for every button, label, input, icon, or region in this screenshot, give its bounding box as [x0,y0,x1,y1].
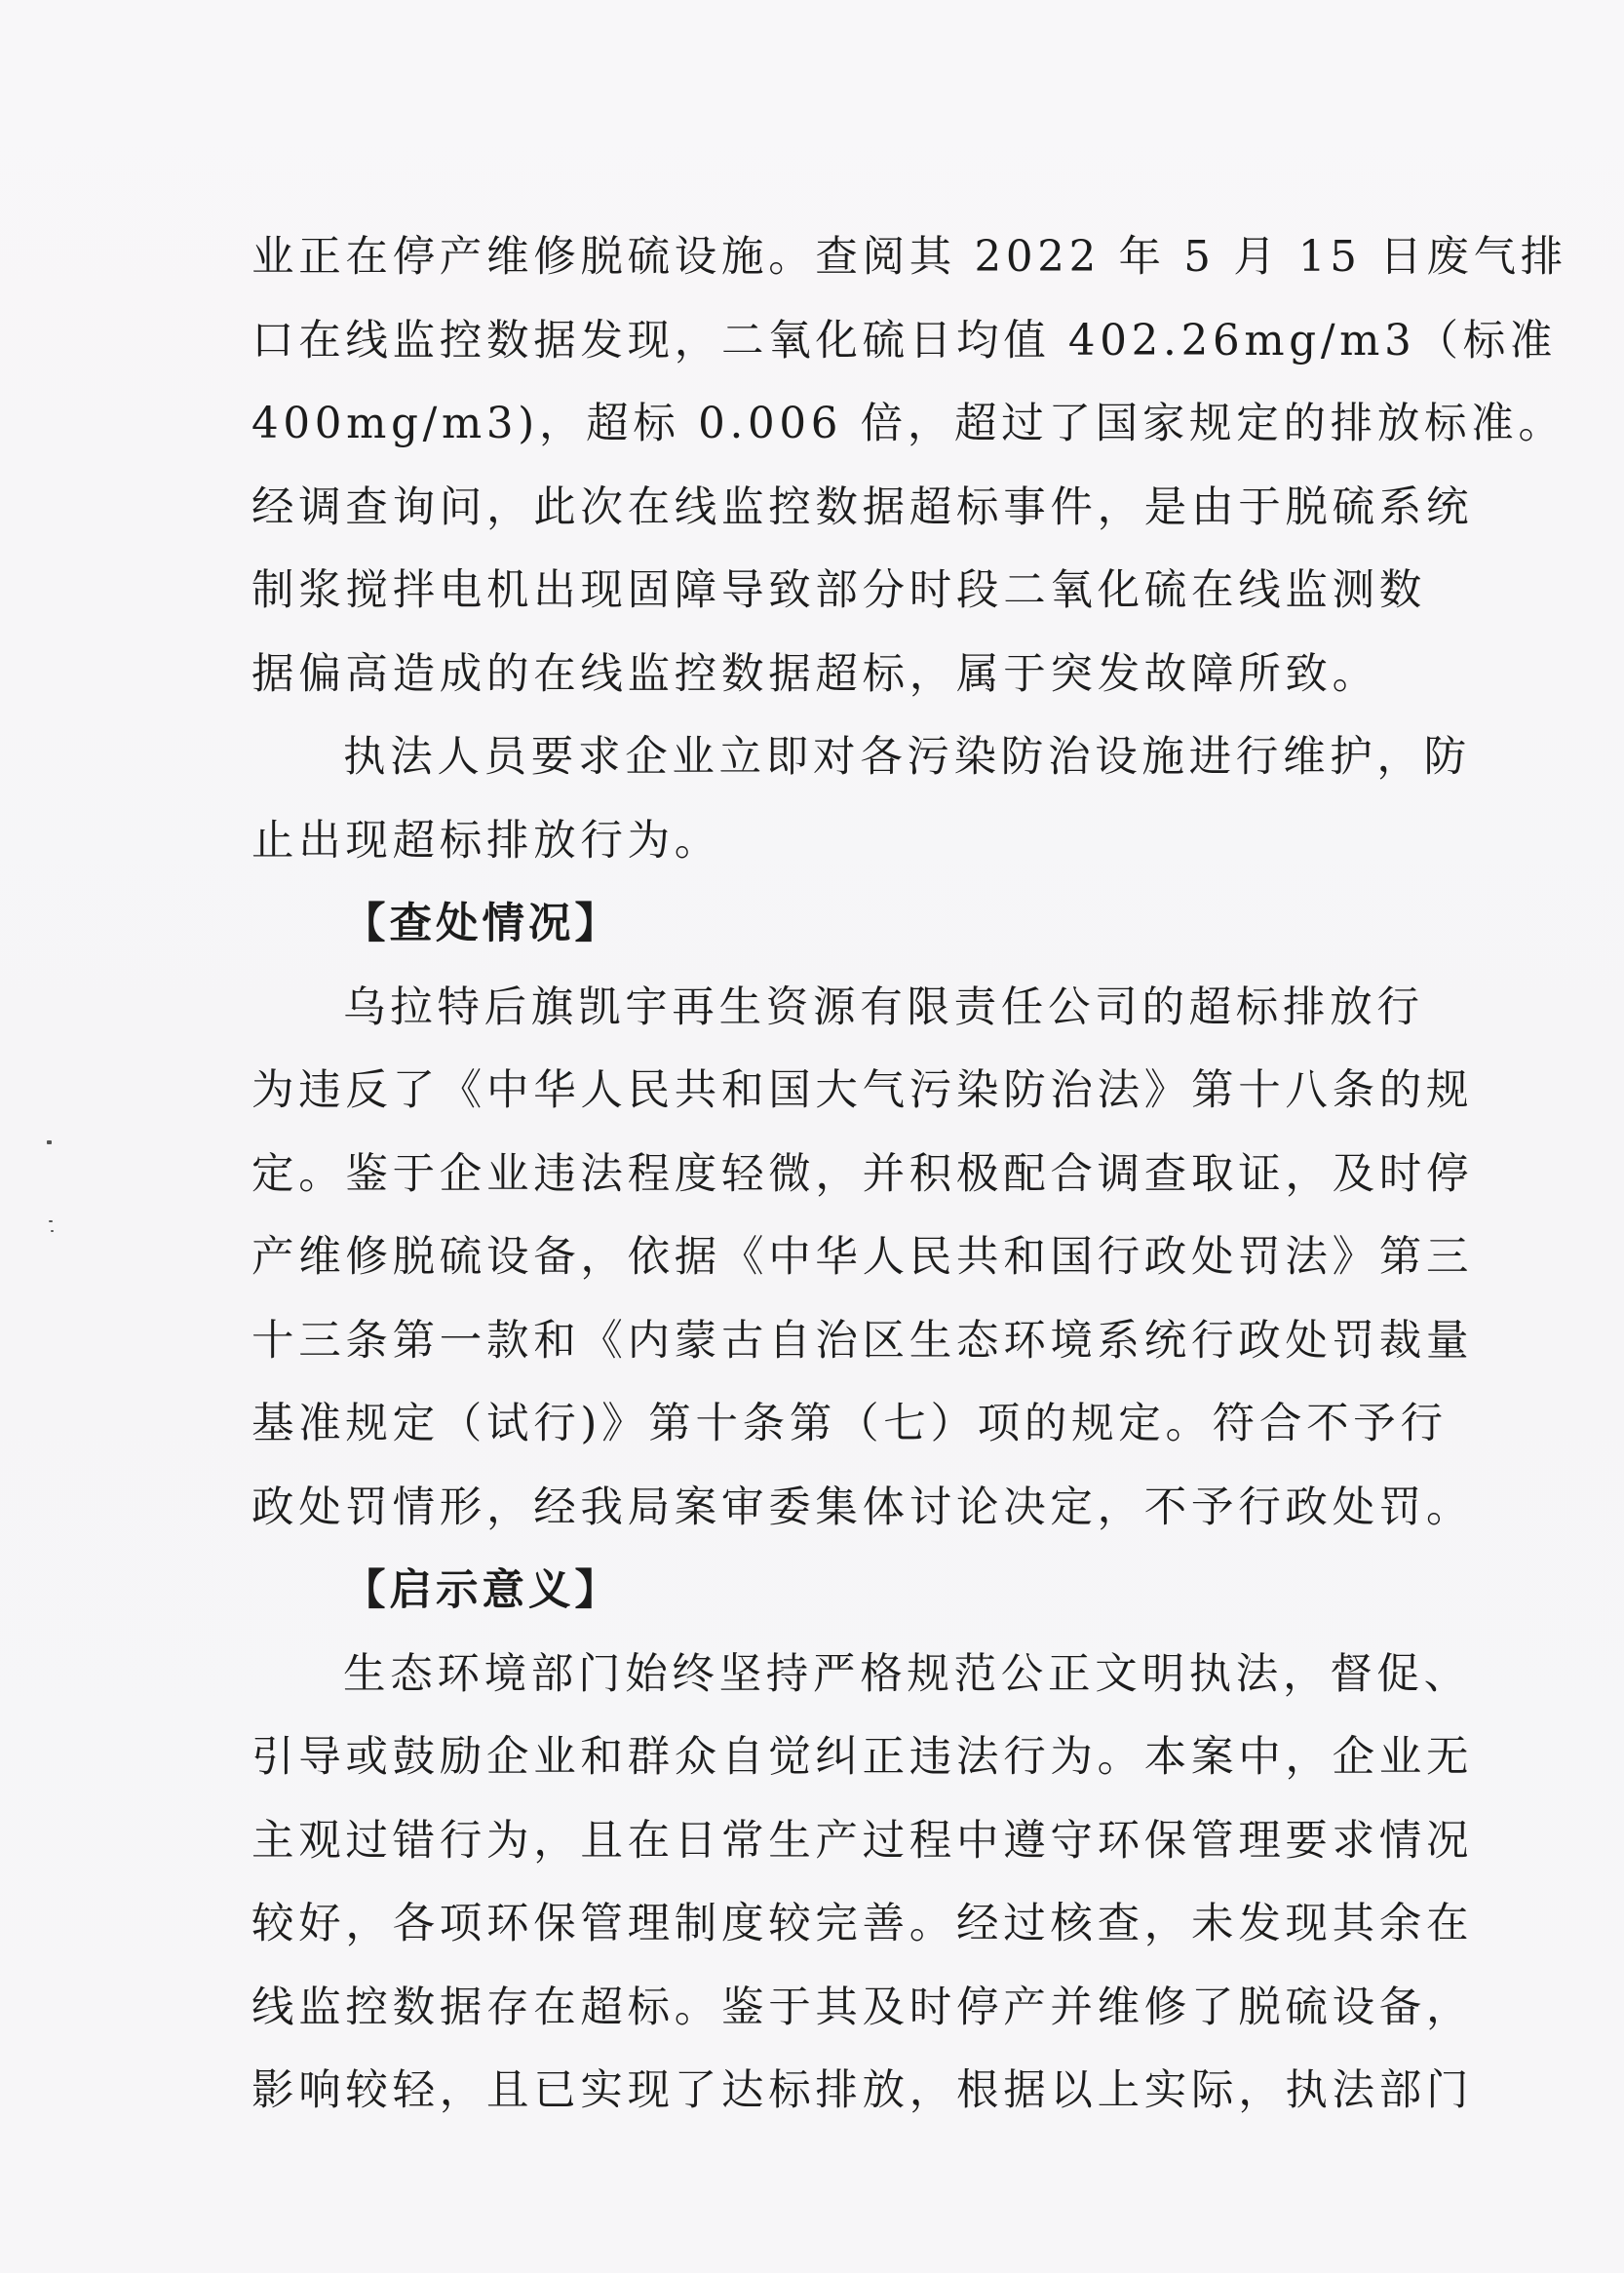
body-line: 十三条第一款和《内蒙古自治区生态环境系统行政处罚裁量 [251,1316,1474,1366]
body-line: 400mg/m3)，超标 0.006 倍，超过了国家规定的排放标准。 [251,400,1566,448]
body-line: 基准规定（试行)》第十条第（七）项的规定。符合不予行 [251,1400,1448,1448]
body-line: 影响较轻，且已实现了达标排放，根据以上实际，执法部门 [251,2066,1474,2115]
body-line: 主观过错行为，且在日常生产过程中遵守环保管理要求情况 [251,1816,1474,1866]
body-line: 为违反了《中华人民共和国大气污染防治法》第十八条的规 [251,1066,1474,1115]
paragraph-start-line: 乌拉特后旗凯宇再生资源有限责任公司的超标排放行 [343,982,1424,1032]
scan-speck [49,1220,53,1222]
body-line: 据偏高造成的在线监控数据超标，属于突发故障所致。 [251,649,1379,699]
body-line: 引导或鼓励企业和群众自觉纠正违法行为。本案中，企业无 [251,1733,1474,1782]
paragraph-start-line: 执法人员要求企业立即对各污染防治设施进行维护，防 [343,733,1471,782]
paragraph-start-line: 生态环境部门始终坚持严格规范公正文明执法，督促、 [343,1649,1471,1699]
body-line: 较好，各项环保管理制度较完善。经过核查，未发现其余在 [251,1900,1474,1948]
body-line: 政处罚情形，经我局案审委集体讨论决定，不予行政处罚。 [251,1483,1474,1532]
body-line: 业正在停产维修脱硫设施。查阅其 2022 年 5 月 15 日废气排 [251,233,1567,282]
body-line: 制浆搅拌电机出现固障导致部分时段二氧化硫在线监测数 [251,566,1426,615]
body-line: 定。鉴于企业违法程度轻微，并积极配合调查取证，及时停 [251,1149,1474,1199]
document-body [251,216,1567,2134]
scan-speck [51,1230,54,1232]
section-heading-significance: 【启示意义】 [343,1566,621,1615]
section-heading-investigation: 【查处情况】 [343,900,621,948]
body-line: 经调查询问，此次在线监控数据超标事件，是由于脱硫系统 [251,482,1474,532]
body-line: 线监控数据存在超标。鉴于其及时停产并维修了脱硫设备， [251,1983,1474,2032]
body-line: 止出现超标排放行为。 [251,816,721,866]
body-line: 口在线监控数据发现，二氧化硫日均值 402.26mg/m3（标准 [251,316,1558,366]
body-line: 产维修脱硫设备，依据《中华人民共和国行政处罚法》第三 [251,1233,1474,1282]
scan-speck [47,1140,52,1144]
